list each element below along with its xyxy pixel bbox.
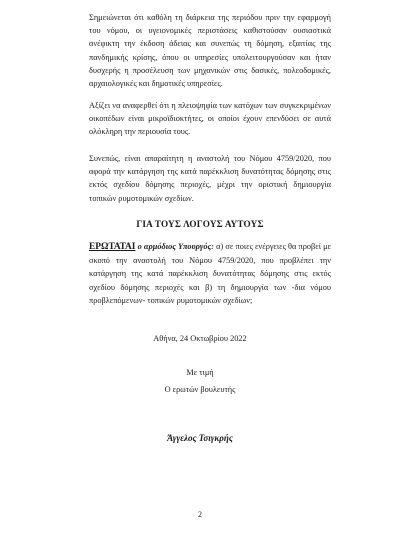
signature-name: Άγγελος Τσιγκρής bbox=[167, 433, 233, 443]
closing-regards: Με τιμή bbox=[186, 368, 214, 377]
date-line: Αθήνα, 24 Οκτωβρίου 2022 bbox=[153, 334, 247, 343]
question-addressee: ο αρμόδιος Υπουργός: bbox=[135, 242, 214, 251]
paragraph-small-owners: Αξίζει να αναφερθεί ότι η πλειοψηφία των κατόχων των συγκεκριμένων οικοπέδων είναι μικροϊδιοκτήτες, οι οποίοι έχουν επενδύσει σε αυτά ολόκληρη την περιουσία τους. bbox=[89, 101, 331, 137]
question-paragraph bbox=[89, 240, 331, 307]
paragraph-pandemic-note: Σημειώνεται ότι καθόλη τη διάρκεια της περιόδου πριν την εφαρμογή του νόμου, οι υγειονομικές περιστάσεις καθιστούσαν ουσιαστικά ανέφικτη την έκδοση άδειας και συνεπώς τη δόμηση, εξαιτίας της πανδημικής κρίσης, όπου οι υπηρεσίες υπολειτουργούσαν και ήταν δυσχερής η προσέλευση των μηχανικών στις δασικές, πολεοδομικές, αρχαιολογικές και δημοτικές υπηρεσίες. bbox=[89, 13, 331, 89]
paragraph-suspension: Συνεπώς, είναι απαραίτητη η αναστολή του Νόμου 4759/2020, που αφορά την κατάργηση της κατά παρέκκλιση δυνατότητας δόμησης στις εκτός σχεδίου δόμησης περιοχές, μέχρι την οριστική δημιουργία τοπικών ρυμοτομικών σχεδίων. bbox=[89, 154, 331, 203]
section-heading: ΓΙΑ ΤΟΥΣ ΛΟΓΟΥΣ ΑΥΤΟΥΣ bbox=[136, 219, 264, 229]
question-lead: ΕΡΩΤΑΤΑΙ bbox=[89, 242, 136, 252]
page-number: 2 bbox=[198, 510, 202, 519]
question-body: α) σε ποιες ενέργειες θα προβεί με σκοπό την αναστολή του Νόμου 4759/2020, που προβλέπει την κατάργηση της κατά παρέκκλιση δυνατότητας δόμησης στις εκτός σχεδίου δόμησης περιοχές και β) τη δημιουργία των -δια νόμου προβλεπόμενων- τοπικών ρυμοτομικών σχεδίων; bbox=[89, 242, 332, 305]
sender-title: Ο ερωτών βουλευτής bbox=[164, 385, 236, 394]
